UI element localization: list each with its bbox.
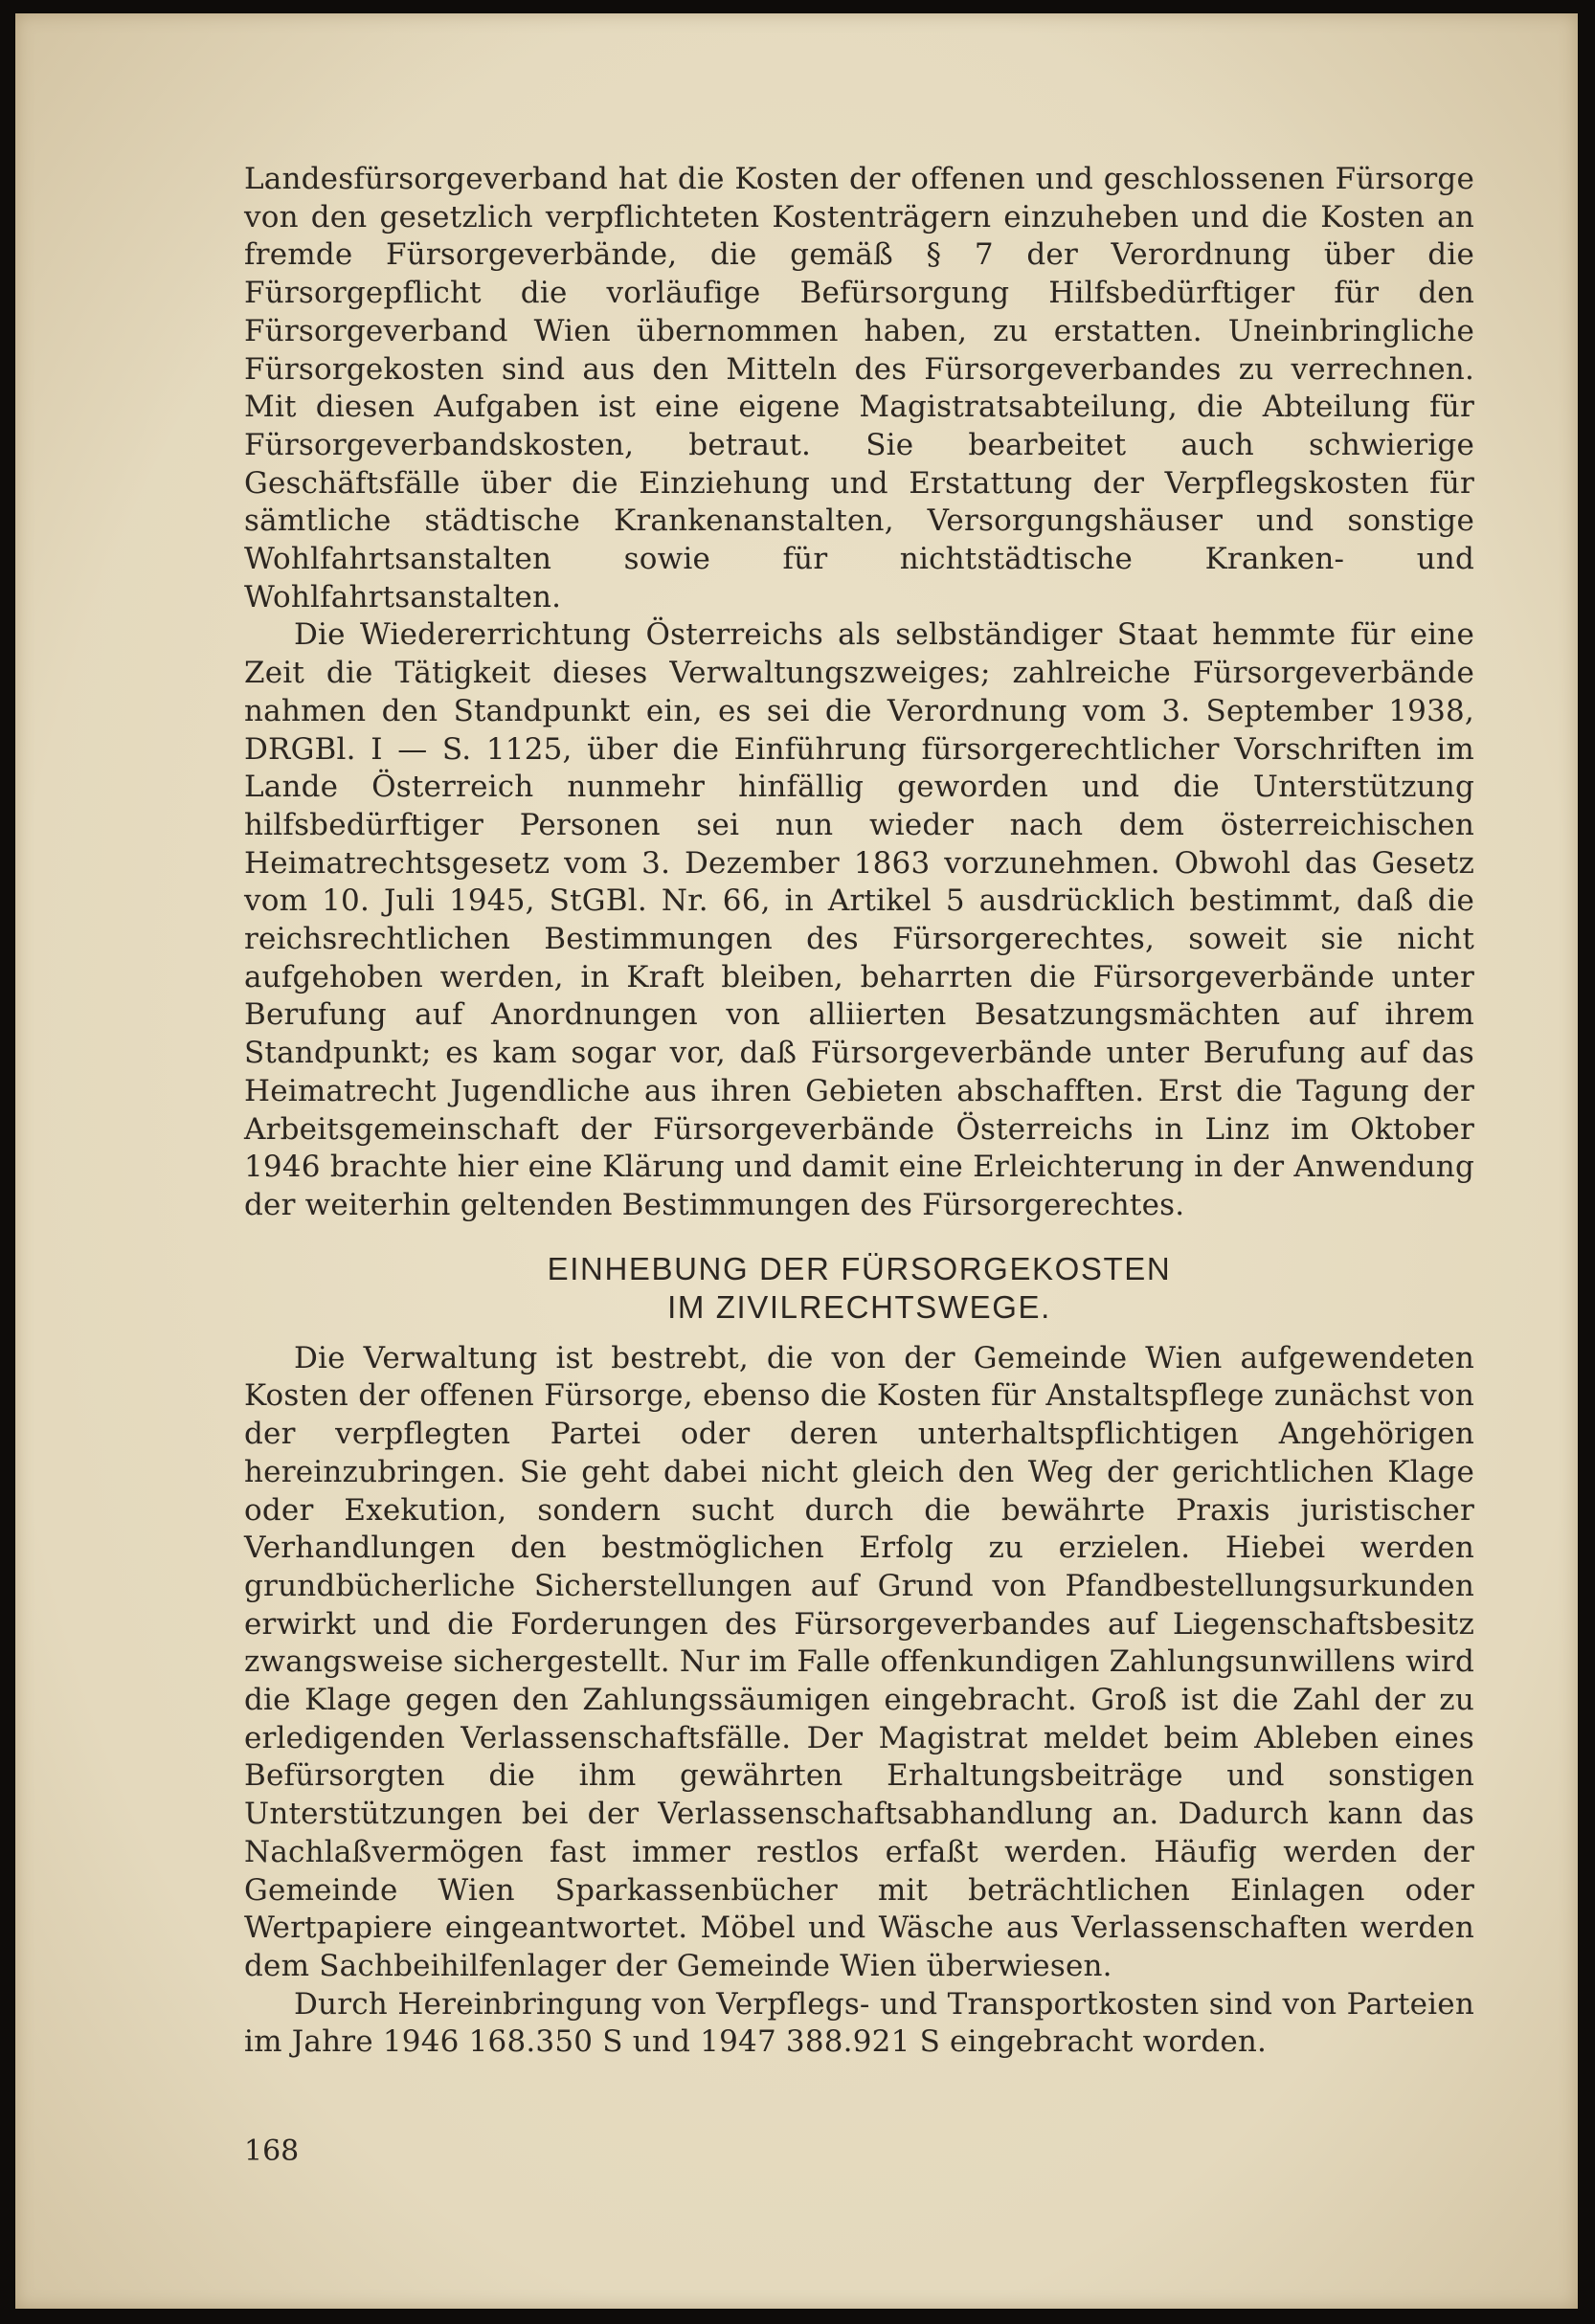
paragraph-hereinbringung: Durch Hereinbringung von Verpflegs- und Transportkosten sind von Parteien im Jahre 1946 168.350 S und 1947 388.921 S eingebracht worden. xyxy=(244,1986,1474,2060)
section-heading-line2: IM ZIVILRECHTSWEGE. xyxy=(667,1288,1051,1325)
page-content xyxy=(244,161,1474,2062)
section-heading xyxy=(244,1250,1474,1327)
paragraph-fuersorgeverband-costs: Landesfürsorgeverband hat die Kosten der offenen und geschlossenen Fürsorge von den gesetzlich verpflichteten Kostenträgern einzuheben und die Kosten an fremde Fürsorgeverbände, die gemäß § 7 der Verordnung über die Fürsorgepflicht die vorläufige Befürsorgung Hilfsbedürftiger für den Fürsorgeverband Wien übernommen haben, zu erstatten. Uneinbringliche Fürsorgekosten sind aus den Mitteln des Fürsorgeverbandes zu verrechnen. Mit diesen Aufgaben ist eine eigene Magistratsabteilung, die Abteilung für Fürsorgeverbandskosten, betraut. Sie bearbeitet auch schwierige Geschäftsfälle über die Einziehung und Erstattung der Verpflegskosten für sämtliche städtische Krankenanstalten, Versorgungshäuser und sonstige Wohlfahrtsanstalten sowie für nichtstädtische Kranken- und Wohlfahrtsanstalten. xyxy=(244,162,1474,615)
section-heading-line1: EINHEBUNG DER FÜRSORGEKOSTEN xyxy=(547,1250,1172,1286)
paragraph-verwaltung: Die Verwaltung ist bestrebt, die von der Gemeinde Wien aufgewendeten Kosten der offenen Fürsorge, ebenso die Kosten für Anstaltspflege zunächst von der verpflegten Partei oder deren unterhaltspflichtigen Angehörigen hereinzubringen. Sie geht dabei nicht gleich den Weg der gerichtlichen Klage oder Exekution, sondern sucht durch die bewährte Praxis juristischer Verhandlungen den bestmöglichen Erfolg zu erzielen. Hiebei werden grundbücherliche Sicherstellungen auf Grund von Pfandbestellungsurkunden erwirkt und die Forderungen des Fürsorgeverbandes auf Liegenschaftsbesitz zwangsweise sichergestellt. Nur im Falle offenkundigen Zahlungsunwillens wird die Klage gegen den Zahlungssäumigen eingebracht. Groß ist die Zahl der zu erledigenden Verlassenschaftsfälle. Der Magistrat meldet beim Ableben eines Befürsorgten die ihm gewährten Erhaltungsbeiträge und sonstigen Unterstützungen bei der Verlassenschaftsabhandlung an. Dadurch kann das Nachlaßvermögen fast immer restlos erfaßt werden. Häufig werden der Gemeinde Wien Sparkassenbücher mit beträchtlichen Einlagen oder Wertpapiere eingeantwortet. Möbel und Wäsche aus Verlassenschaften werden dem Sachbeihilfenlager der Gemeinde Wien überwiesen. xyxy=(244,1340,1474,1983)
paragraph-wiedererrichtung: Die Wiedererrichtung Österreichs als selbständiger Staat hemmte für eine Zeit die Tätigkeit dieses Verwaltungszweiges; zahlreiche Fürsorgeverbände nahmen den Standpunkt ein, es sei die Verordnung vom 3. September 1938, DRGBl. I — S. 1125, über die Einführung fürsorgerechtlicher Vorschriften im Lande Österreich nunmehr hinfällig geworden und die Unterstützung hilfsbedürftiger Personen sei nun wieder nach dem österreichischen Heimatrechtsgesetz vom 3. Dezember 1863 vorzunehmen. Obwohl das Gesetz vom 10. Juli 1945, StGBl. Nr. 66, in Artikel 5 ausdrücklich bestimmt, daß die reichsrechtlichen Bestimmungen des Fürsorgerechtes, soweit sie nicht aufgehoben werden, in Kraft bleiben, beharrten die Fürsorgeverbände unter Berufung auf Anordnungen von alliierten Besatzungsmächten auf ihrem Standpunkt; es kam sogar vor, daß Fürsorgeverbände unter Berufung auf das Heimatrecht Jugendliche aus ihren Gebieten abschafften. Erst die Tagung der Arbeitsgemeinschaft der Fürsorgeverbände Österreichs in Linz im Oktober 1946 brachte hier eine Klärung und damit eine Erleichterung in der Anwendung der weiterhin geltenden Bestimmungen des Fürsorgerechtes. xyxy=(244,617,1474,1222)
page-number: 168 xyxy=(244,2134,300,2168)
